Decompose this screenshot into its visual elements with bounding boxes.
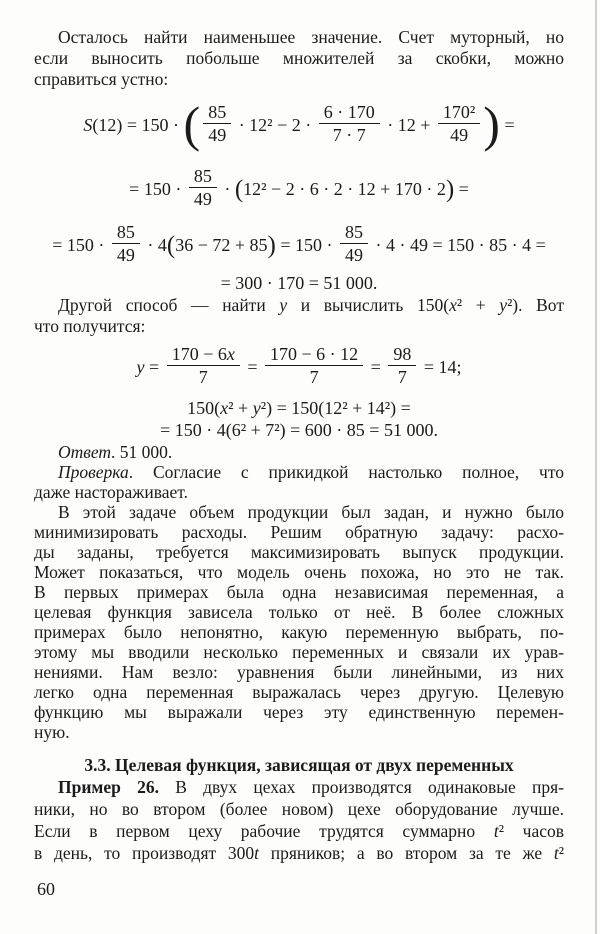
text-line xyxy=(34,442,564,462)
fraction xyxy=(167,344,240,388)
formula-150-x2-y2 xyxy=(34,397,564,419)
text-run: 7 xyxy=(309,367,319,388)
text-line xyxy=(34,316,564,337)
text-run: что получится: xyxy=(34,316,146,336)
text-run: ² + xyxy=(456,295,500,315)
scan-edge-line xyxy=(595,0,597,934)
text-run: 7 xyxy=(397,367,407,388)
text-run: 170² xyxy=(442,101,476,122)
math-variable: y xyxy=(279,295,288,315)
formula-y-value xyxy=(34,337,564,397)
fraction-numerator xyxy=(167,344,240,367)
text-run: ² xyxy=(558,843,564,863)
math-variable: t xyxy=(254,843,260,863)
paragraph-example-26 xyxy=(34,776,564,864)
text-run: · 12² − 2 · xyxy=(234,115,316,135)
text-line xyxy=(34,482,564,502)
text-line xyxy=(34,69,564,90)
fraction-denominator xyxy=(340,244,368,266)
text-run: 7 · 7 xyxy=(332,125,366,146)
math-variable: y xyxy=(499,295,508,315)
fraction-denominator xyxy=(189,188,217,210)
fraction-denominator xyxy=(319,124,380,146)
text-line xyxy=(34,295,564,316)
text-line xyxy=(34,48,564,69)
text-run: = 150 · xyxy=(275,235,337,255)
text-run: 12² − 2 · 6 · 2 · 12 + 170 · 2 xyxy=(243,179,446,199)
fraction-denominator xyxy=(167,366,240,388)
math-variable: y xyxy=(136,357,145,377)
text-run: 7 xyxy=(198,367,208,388)
fraction xyxy=(189,166,217,210)
text-line xyxy=(34,820,564,842)
parenthesis: ( xyxy=(183,95,201,152)
fraction xyxy=(319,102,380,146)
text-line xyxy=(34,462,564,482)
text-run: = 150 · xyxy=(129,179,186,199)
text-line xyxy=(34,622,564,642)
text-run: 85 xyxy=(116,221,135,242)
section-heading: 3.3. Целевая функция, зависящая от двух переменных xyxy=(84,755,514,775)
text-line xyxy=(34,602,564,622)
text-line xyxy=(34,842,564,864)
text-run: · 4 · 49 = 150 · 85 · 4 = xyxy=(371,235,546,255)
text-run: В первых примерах была одна независимая переменная, а xyxy=(34,582,564,602)
text-run: 85 xyxy=(345,221,363,242)
text-run: в день, то производят 300 xyxy=(34,843,255,863)
text-run: легко одна переменная выражалась через другую. Целевую xyxy=(34,682,564,702)
fraction-denominator xyxy=(265,366,363,388)
text-line xyxy=(34,542,564,562)
text-run: если выносить побольше множителей за скобки, можно xyxy=(34,48,564,68)
fraction xyxy=(340,222,368,266)
fraction-numerator xyxy=(112,222,140,245)
text-run: 49 xyxy=(193,189,212,210)
text-run: целевая функция зависела только от неё. В более сложных xyxy=(34,602,564,622)
text-run: (12) = 150 · xyxy=(92,115,184,135)
text-run: ² + xyxy=(228,398,253,418)
text-run: . 51 000. xyxy=(111,442,173,462)
text-run: = 150 · xyxy=(52,235,109,255)
text-run: В этой задаче объем продукции был задан, и нужно было xyxy=(58,502,564,522)
fraction-numerator xyxy=(319,102,380,125)
parenthesis: ) xyxy=(483,95,500,152)
fraction xyxy=(203,102,231,146)
page-number: 60 xyxy=(37,879,55,899)
text-run: В двух цехах производятся одинаковые пря- xyxy=(158,777,564,797)
math-variable: t xyxy=(553,843,559,863)
text-run: функцию мы выражали через эту единственную перемен- xyxy=(34,702,564,722)
text-run: = xyxy=(454,179,469,199)
math-variable: S xyxy=(83,115,93,135)
text-run: 85 xyxy=(208,101,227,122)
text-run: · 4 xyxy=(142,235,167,255)
paragraph-discussion xyxy=(34,502,564,742)
math-variable: x xyxy=(226,343,235,364)
formula-simplified-step xyxy=(34,218,564,272)
text-run: нениями. Нам везло: уравнения были линейными, из них xyxy=(34,662,564,682)
text-run: · xyxy=(219,179,235,199)
math-variable: y xyxy=(252,398,261,418)
math-variable: Ответ xyxy=(58,442,112,462)
text-run: и вычислить 150( xyxy=(287,295,450,315)
paragraph-alt-method xyxy=(34,295,564,337)
formula-final-51000 xyxy=(34,419,564,442)
text-line xyxy=(34,562,564,582)
fraction-denominator xyxy=(203,124,231,146)
text-run: = xyxy=(499,115,515,135)
math-variable: x xyxy=(220,398,229,418)
fraction-numerator xyxy=(388,344,416,367)
text-run: ²). Вот xyxy=(507,295,564,315)
text-run: 170 − 6 xyxy=(171,343,227,364)
text-run: 6 · 170 xyxy=(323,101,375,122)
text-run: этому мы вводили несколько переменных и связали их урав- xyxy=(34,642,564,662)
fraction xyxy=(112,222,140,266)
text-run: · 12 + xyxy=(382,115,435,135)
text-run: = xyxy=(144,357,164,377)
bold-text: Пример 26. xyxy=(58,777,159,797)
text-run: 49 xyxy=(345,245,363,266)
text-run: 49 xyxy=(450,125,469,146)
fraction-numerator xyxy=(340,222,368,245)
paragraph-check xyxy=(34,462,564,502)
text-run: минимизировать расходы. Решим обратную задачу: расхо- xyxy=(34,522,564,542)
text-line xyxy=(34,502,564,522)
fraction-denominator xyxy=(388,366,416,388)
text-line xyxy=(34,682,564,702)
text-run: 49 xyxy=(208,125,227,146)
text-run: пряников; а во втором за те же xyxy=(259,843,554,863)
fraction-numerator xyxy=(438,102,480,125)
math-variable: t xyxy=(493,821,499,841)
text-run: = 300 · 170 = 51 000. xyxy=(220,273,378,293)
text-run: = xyxy=(242,357,262,377)
fraction xyxy=(388,344,416,388)
text-run: даже настораживает. xyxy=(34,482,188,502)
text-run: 170 − 6 · 12 xyxy=(270,343,359,364)
parenthesis: ( xyxy=(234,175,244,203)
paragraph-answer xyxy=(34,442,564,462)
text-line xyxy=(34,702,564,722)
text-run: примерах было непонятно, какую переменную выбрать, по- xyxy=(34,622,564,642)
text-run: ² часов xyxy=(498,821,564,841)
text-run: 98 xyxy=(393,343,412,364)
paragraph-intro xyxy=(34,27,564,90)
text-run: 36 − 72 + 85 xyxy=(175,235,268,255)
math-variable: x xyxy=(449,295,457,315)
text-run: 49 xyxy=(116,245,135,266)
fraction-numerator xyxy=(189,166,217,189)
text-line xyxy=(34,776,564,798)
text-run: ды заданы, требуется максимизировать выпуск продукции. xyxy=(34,542,564,562)
text-run: ники, но во втором (более новом) цехе оборудование лучше. xyxy=(34,799,564,819)
text-line xyxy=(34,722,564,742)
formula-factored-step xyxy=(34,160,564,218)
text-run: 150( xyxy=(187,398,221,418)
text-run: справиться устно: xyxy=(34,69,169,89)
text-line xyxy=(34,582,564,602)
parenthesis: ( xyxy=(166,231,176,259)
text-run: ную. xyxy=(34,722,70,742)
text-run: Другой способ — найти xyxy=(58,295,280,315)
text-run: Может показаться, что модель очень похожа, но это не так. xyxy=(34,562,564,582)
text-line xyxy=(34,27,564,48)
math-variable: Проверка xyxy=(58,462,129,482)
text-run: = xyxy=(366,357,386,377)
formula-s12-expanded xyxy=(34,90,564,160)
text-run: . Согласие с прикидкой настолько полное, что xyxy=(128,462,564,482)
text-line xyxy=(34,642,564,662)
text-run: 85 xyxy=(193,165,212,186)
parenthesis: ) xyxy=(267,231,276,259)
fraction-denominator xyxy=(112,244,140,266)
text-line xyxy=(34,522,564,542)
text-run: Если в первом цеху рабочие трудятся суммарно xyxy=(34,821,494,841)
fraction xyxy=(265,344,363,388)
text-run: Осталось найти наименьшее значение. Счет муторный, но xyxy=(58,27,564,47)
parenthesis: ) xyxy=(445,175,455,203)
fraction-numerator xyxy=(265,344,363,367)
text-run: = 14; xyxy=(419,357,462,377)
formula-result-51000 xyxy=(34,272,564,295)
fraction-denominator xyxy=(438,124,480,146)
page-content xyxy=(34,27,564,864)
text-line xyxy=(34,798,564,820)
fraction-numerator xyxy=(203,102,231,125)
text-run: = 150 · 4(6² + 7²) = 600 · 85 = 51 000. xyxy=(160,420,438,440)
text-run: ²) = 150(12² + 14²) = xyxy=(260,398,411,418)
fraction xyxy=(438,102,480,146)
text-line xyxy=(34,662,564,682)
